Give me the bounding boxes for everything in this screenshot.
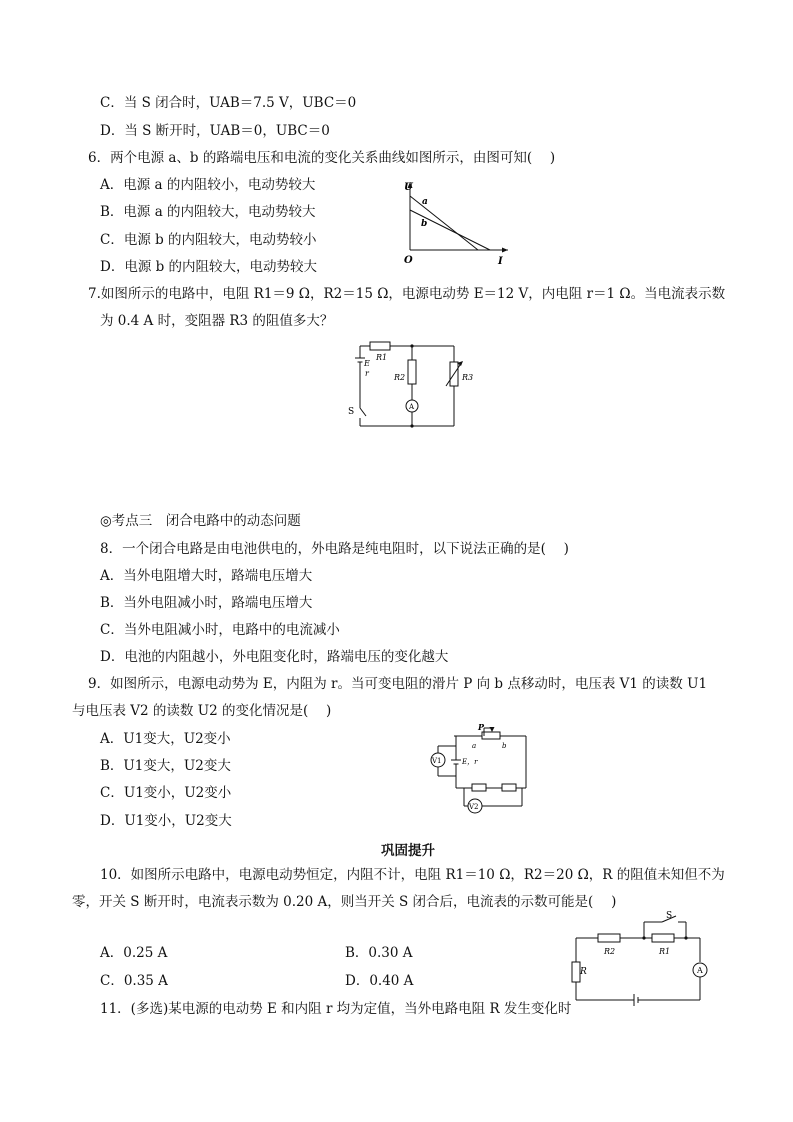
q9-option-c: C．U1变小，U2变小	[100, 785, 232, 801]
q8-option-a: A．当外电阻增大时，路端电压增大	[100, 568, 313, 584]
i-label: I	[498, 256, 503, 267]
p-label: P	[478, 722, 485, 732]
ui-graph-figure	[398, 178, 518, 268]
switch-blade	[360, 408, 366, 416]
r-label: r	[365, 369, 369, 378]
q10-option-d: D．0.40 A	[345, 973, 414, 989]
er-label: E，r	[462, 758, 478, 766]
r1-resistor	[652, 934, 674, 942]
i-axis-arrow	[502, 248, 508, 253]
v1-label: V1	[432, 757, 442, 765]
topic-heading: ◎考点三 闭合电路中的动态问题	[100, 513, 301, 529]
q9-option-d: D．U1变小，U2变大	[100, 813, 232, 829]
u-label: U	[404, 182, 413, 193]
ammeter-label: A	[409, 403, 415, 411]
question-7-line1: 7.如图所示的电路中，电阻 R1＝9 Ω，R2＝15 Ω，电源电动势 E＝12 V，内电阻 r＝1 Ω。当电流表示数	[88, 286, 726, 302]
question-6: 6．两个电源 a、b 的路端电压和电流的变化关系曲线如图所示，由图可知( )	[88, 150, 556, 166]
variable-resistor	[482, 732, 500, 739]
b-label: b	[421, 219, 428, 229]
a-label: a	[422, 197, 428, 207]
r2-label: R2	[604, 947, 616, 956]
q6-option-c: C．电源 b 的内阻较大，电动势较小	[100, 232, 317, 248]
s-label: S	[348, 407, 355, 417]
q9-option-a: A．U1变大，U2变小	[100, 731, 231, 747]
origin-label: O	[404, 255, 413, 266]
q9-circuit-figure	[428, 724, 532, 836]
v2-label: V2	[469, 803, 479, 811]
r-label: R	[580, 967, 587, 977]
q9-option-b: B．U1变大，U2变大	[100, 758, 231, 774]
q8-option-d: D．电池的内阻越小，外电阻变化时，路端电压的变化越大	[100, 649, 449, 665]
r-resistor	[572, 962, 580, 982]
question-10-line2: 零，开关 S 断开时，电流表示数为 0.20 A，则当开关 S 闭合后，电流表的示数可能是( )	[72, 894, 617, 910]
a-label: a	[472, 742, 477, 750]
r3-label: R3	[462, 373, 474, 382]
q7-circuit-figure	[340, 336, 474, 436]
q6-option-b: B．电源 a 的内阻较大，电动势较大	[100, 204, 316, 220]
r2-resistor	[408, 360, 416, 384]
fixed-resistor-2	[502, 784, 516, 791]
question-11: 11．(多选)某电源的电动势 E 和内阻 r 均为定值，当外电路电阻 R 发生变化时	[100, 1001, 572, 1017]
r2-resistor	[598, 934, 620, 942]
q8-option-c: C．当外电阻减小时，电路中的电流减小	[100, 622, 340, 638]
e-label: E	[364, 359, 370, 368]
section-title: 巩固提升	[381, 843, 435, 859]
q10-circuit-figure	[566, 910, 716, 1010]
option-line: D．当 S 断开时，UAB＝0，UBC＝0	[100, 123, 330, 139]
question-8: 8．一个闭合电路是由电池供电的，外电路是纯电阻时，以下说法正确的是( )	[100, 541, 569, 557]
ammeter-label: A	[697, 966, 703, 975]
r2-label: R2	[394, 373, 406, 382]
q6-option-d: D．电源 b 的内阻较大，电动势较大	[100, 259, 318, 275]
q6-option-a: A．电源 a 的内阻较小，电动势较大	[100, 177, 316, 193]
question-9-line2: 与电压表 V2 的读数 U2 的变化情况是( )	[72, 703, 332, 719]
r1-resistor	[370, 342, 390, 350]
b-label: b	[502, 742, 507, 750]
question-7-line2: 为 0.4 A 时，变阻器 R3 的阻值多大？	[100, 313, 334, 329]
q10-option-a: A．0.25 A	[100, 945, 168, 961]
fixed-resistor-1	[472, 784, 486, 791]
question-9-line1: 9．如图所示，电源电动势为 E，内阻为 r。当可变电阻的滑片 P 向 b 点移动时，电压表 V1 的读数 U1	[88, 676, 708, 692]
q10-option-b: B．0.30 A	[345, 945, 413, 961]
question-10-line1: 10．如图所示电路中，电源电动势恒定，内阻不计，电阻 R1＝10 Ω，R2＝20 Ω，R 的阻值未知但不为	[100, 867, 725, 883]
q8-option-b: B．当外电阻减小时，路端电压增大	[100, 595, 313, 611]
q10-option-c: C．0.35 A	[100, 973, 168, 989]
s-label: S	[666, 911, 673, 921]
option-line: C．当 S 闭合时，UAB＝7.5 V，UBC＝0	[100, 95, 357, 111]
r1-label: R1	[376, 353, 388, 362]
r1-label: R1	[659, 947, 671, 956]
line-b	[410, 210, 490, 250]
